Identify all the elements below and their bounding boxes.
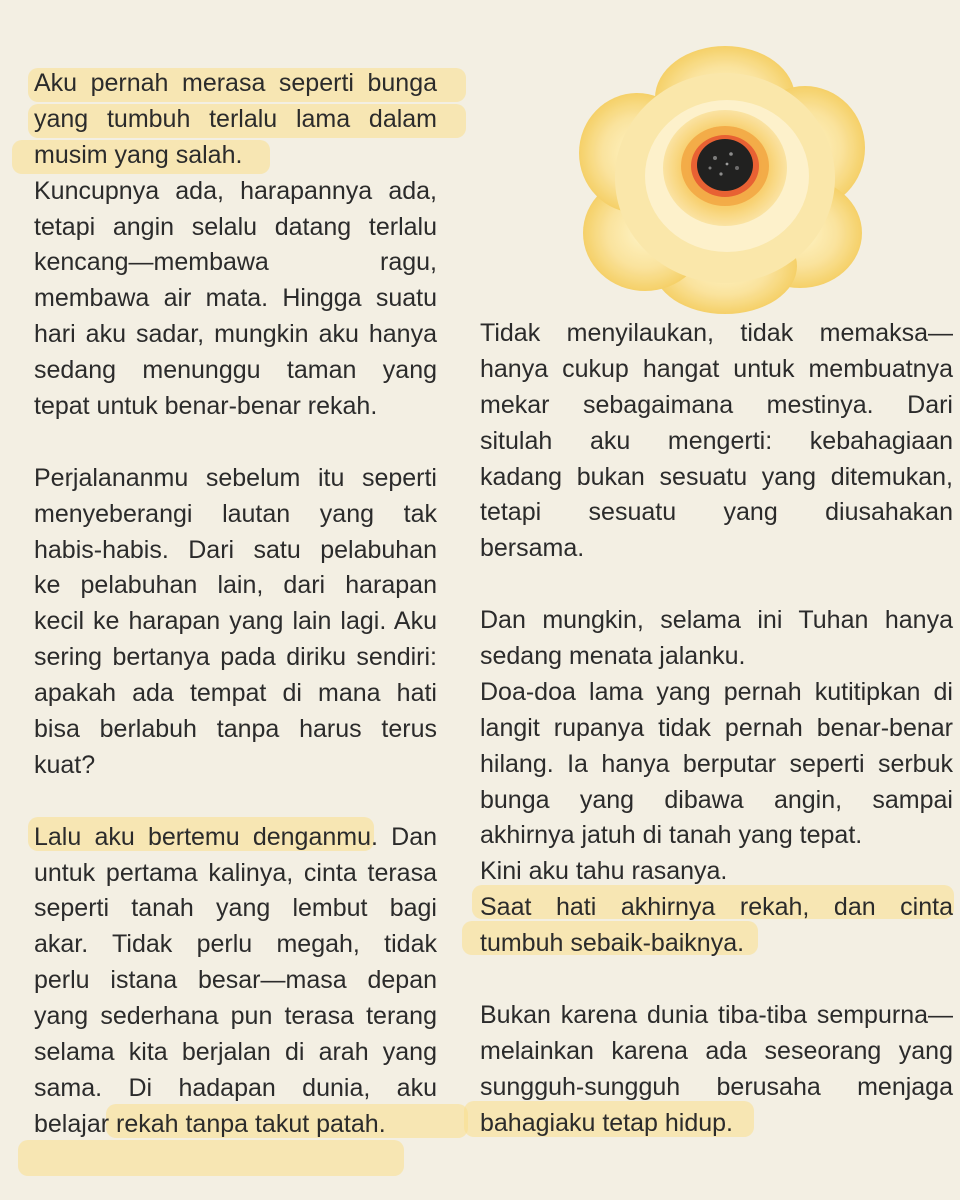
- text-line: kecil ke harapan yang lain lagi. Aku: [34, 607, 437, 636]
- text-line: sungguh-sungguh berusaha menjaga: [480, 1072, 953, 1101]
- text-line: menyeberangi lautan yang tak: [34, 499, 437, 528]
- text-line: Aku pernah merasa seperti bunga: [34, 69, 437, 97]
- paragraph: [480, 603, 953, 962]
- text-line: kadang bukan sesuatu yang ditemukan,: [480, 462, 953, 491]
- text-line: habis-habis. Dari satu pelabuhan: [34, 535, 437, 564]
- text-line: membawa air mata. Hingga suatu: [34, 284, 437, 313]
- paragraph: [34, 66, 437, 425]
- text-line: musim yang salah.: [34, 140, 243, 169]
- text-line: belajar rekah tanpa takut patah.: [34, 1109, 386, 1138]
- text-line: Bukan karena dunia tiba-tiba sempurna—: [480, 1000, 953, 1029]
- text-line: akar. Tidak perlu megah, tidak: [34, 930, 437, 959]
- text-line: sedang menata jalanku.: [480, 642, 746, 671]
- text-line: perlu istana besar—masa depan: [34, 966, 437, 995]
- text-line: Kuncupnya ada, harapannya ada,: [34, 176, 437, 205]
- text-line: situlah aku mengerti: kebahagiaan: [480, 426, 953, 455]
- text-line: tetapi angin selalu datang terlalu: [34, 212, 437, 241]
- text-line: sedang menunggu taman yang: [34, 356, 437, 385]
- text-line: hari aku sadar, mungkin aku hanya: [34, 320, 437, 349]
- paragraph: [34, 820, 437, 1143]
- text-line: melainkan karena ada seseorang yang: [480, 1036, 953, 1065]
- text-line: Lalu aku bertemu denganmu. Dan: [34, 822, 437, 851]
- text-line: yang sederhana pun terasa terang: [34, 1002, 437, 1031]
- text-line: Perjalananmu sebelum itu seperti: [34, 463, 437, 492]
- highlight-mark: [18, 1140, 404, 1176]
- left-column: [34, 66, 437, 1143]
- yellow-flower-illustration-icon: [575, 38, 870, 318]
- text-line: langit rupanya tidak pernah benar-benar: [480, 713, 953, 742]
- text-line: ke pelabuhan lain, dari harapan: [34, 571, 437, 600]
- text-line: Kini aku tahu rasanya.: [480, 857, 728, 886]
- text-line: untuk pertama kalinya, cinta terasa: [34, 858, 437, 887]
- text-line: tetapi sesuatu yang diusahakan: [480, 498, 953, 527]
- text-line: Dan mungkin, selama ini Tuhan hanya: [480, 606, 953, 635]
- paragraph: [480, 316, 953, 567]
- text-line: bisa berlabuh tanpa harus terus: [34, 715, 437, 744]
- text-line: bahagiaku tetap hidup.: [480, 1108, 733, 1137]
- paragraph: [480, 998, 953, 1142]
- text-line: akhirnya jatuh di tanah yang tepat.: [480, 821, 863, 850]
- text-line: selama kita berjalan di arah yang: [34, 1038, 437, 1067]
- paragraph: [34, 461, 437, 784]
- text-line: sama. Di hadapan dunia, aku: [34, 1073, 437, 1102]
- text-line: tepat untuk benar-benar rekah.: [34, 392, 378, 421]
- text-line: mekar sebagaimana mestinya. Dari: [480, 390, 953, 419]
- text-line: kuat?: [34, 750, 96, 779]
- text-line: Saat hati akhirnya rekah, dan cinta: [480, 893, 953, 922]
- right-column: [480, 316, 953, 1141]
- text-line: hilang. Ia hanya berputar seperti serbuk: [480, 749, 953, 778]
- text-line: Tidak menyilaukan, tidak memaksa—: [480, 319, 953, 347]
- text-line: tumbuh sebaik-baiknya.: [480, 929, 745, 958]
- text-line: Doa-doa lama yang pernah kutitipkan di: [480, 677, 953, 706]
- text-line: yang tumbuh terlalu lama dalam: [34, 104, 437, 133]
- text-line: sering bertanya pada diriku sendiri:: [34, 643, 437, 672]
- text-line: apakah ada tempat di mana hati: [34, 679, 437, 708]
- text-line: seperti tanah yang lembut bagi: [34, 894, 437, 923]
- text-line: kencang—membawa ragu,: [34, 248, 437, 277]
- text-line: bunga yang dibawa angin, sampai: [480, 785, 953, 814]
- text-line: hanya cukup hangat untuk membuatnya: [480, 354, 953, 383]
- text-line: bersama.: [480, 534, 585, 563]
